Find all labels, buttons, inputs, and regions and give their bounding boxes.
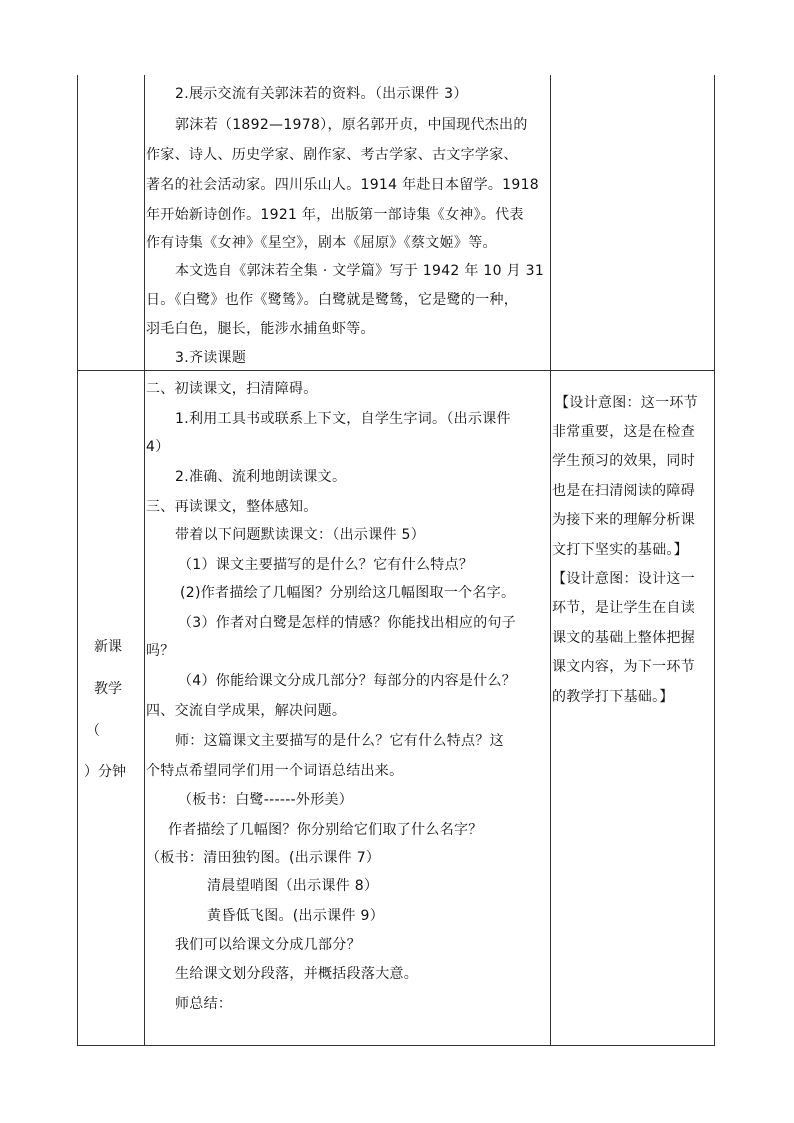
row2-label-line: （ [86, 723, 100, 739]
row2-line: 生给课文划分段落，并概括段落大意。 [175, 966, 419, 982]
row2-line: （1）课文主要描写的是什么？它有什么特点？ [178, 557, 474, 573]
row2-line: 四、交流自学成果，解决问题。 [146, 703, 347, 719]
row2-line: 4） [146, 439, 170, 455]
row2-line: 我们可以给课文分成几部分？ [175, 937, 361, 953]
row2-line: （4）你能给课文分成几部分？每部分的内容是什么？ [178, 673, 517, 689]
row2-line: 个特点希望同学们用一个词语总结出来。 [146, 763, 404, 779]
design-note-line: 也是在扫清阅读的障碍 [552, 483, 695, 499]
row2-line: 吗？ [146, 643, 175, 659]
design-note-line: 【设计意图：这一环节 [555, 395, 698, 411]
design-note-line: 课文内容，为下一环节 [552, 659, 695, 675]
row1-line: 3.齐读课题 [175, 350, 247, 366]
row2-line: 1.利用工具书或联系上下文，自学生字词。（出示课件 [175, 411, 511, 427]
row2-line: 三、再读课文，整体感知。 [146, 499, 318, 515]
row2-line: 清晨望哨图（出示课件 8） [207, 878, 379, 894]
row1-line: 日。《白鹭》也作《鹭鸶》。白鹭就是鹭鸶，它是鹭的一种， [146, 292, 519, 308]
row1-line: 作有诗集《女神》《星空》，剧本《屈原》《蔡文姬》等。 [146, 235, 497, 251]
row2-line: 黄昏低飞图。(出示课件 9） [207, 908, 385, 924]
table-row-divider [77, 370, 715, 371]
row2-line: （板书：清田独钓图。(出示课件 7） [146, 850, 381, 866]
design-note-line: 【设计意图：设计这一 [552, 571, 695, 587]
table-col-divider-1 [144, 75, 145, 1046]
row2-line: (2)作者描绘了几幅图？分别给这几幅图取一个名字。 [180, 585, 516, 601]
design-note-line: 的教学打下基础。】 [552, 689, 674, 705]
row1-line: 著名的社会活动家。四川乐山人。1914 年赴日本留学。1918 [146, 177, 540, 193]
row2-label-line: 新课 [94, 639, 122, 655]
row1-line: 郭沫若（1892—1978），原名郭开贞，中国现代杰出的 [175, 117, 528, 133]
row2-line: （板书：白鹭------外形美） [178, 792, 354, 808]
design-note-line: 文打下坚实的基础。】 [552, 542, 688, 558]
row2-line: 师总结： [175, 996, 233, 1012]
row2-line: 二、初读课文，扫清障碍。 [146, 381, 318, 397]
table-bottom-border [77, 1045, 715, 1046]
design-note-line: 环节，是让学生在自读 [552, 600, 695, 616]
row2-line: 带着以下问题默读课文：（出示课件 5） [175, 527, 426, 543]
design-note-line: 课文的基础上整体把握 [552, 630, 695, 646]
row2-line: （3）作者对白鹭是怎样的情感？你能找出相应的句子 [178, 615, 517, 631]
table-right-border [714, 75, 715, 1046]
row2-label-line: 教学 [94, 681, 122, 697]
table-col-divider-2 [550, 75, 551, 1046]
row1-line: 作家、诗人、历史学家、剧作家、考古学家、古文字学家、 [146, 147, 518, 163]
row1-line: 本文选自《郭沫若全集 · 文学篇》写于 1942 年 10 月 31 [175, 263, 545, 279]
design-note-line: 学生预习的效果，同时 [552, 453, 695, 469]
design-note-line: 非常重要，这是在检查 [552, 424, 695, 440]
row1-line: 年开始新诗创作。1921 年，出版第一部诗集《女神》。代表 [146, 207, 524, 223]
row2-line: 师：这篇课文主要描写的是什么？它有什么特点？这 [175, 733, 504, 749]
row2-line: 作者描绘了几幅图？你分别给它们取了什么名字？ [168, 822, 483, 838]
design-note-line: 为接下来的理解分析课 [552, 512, 695, 528]
row2-label-line: ）分钟 [84, 764, 126, 780]
row1-line: 2.展示交流有关郭沫若的资料。（出示课件 3） [175, 86, 468, 102]
table-left-border [77, 75, 78, 1046]
row1-line: 羽毛白色，腿长，能涉水捕鱼虾等。 [146, 321, 375, 337]
row2-line: 2.准确、流利地朗读课文。 [175, 469, 347, 485]
